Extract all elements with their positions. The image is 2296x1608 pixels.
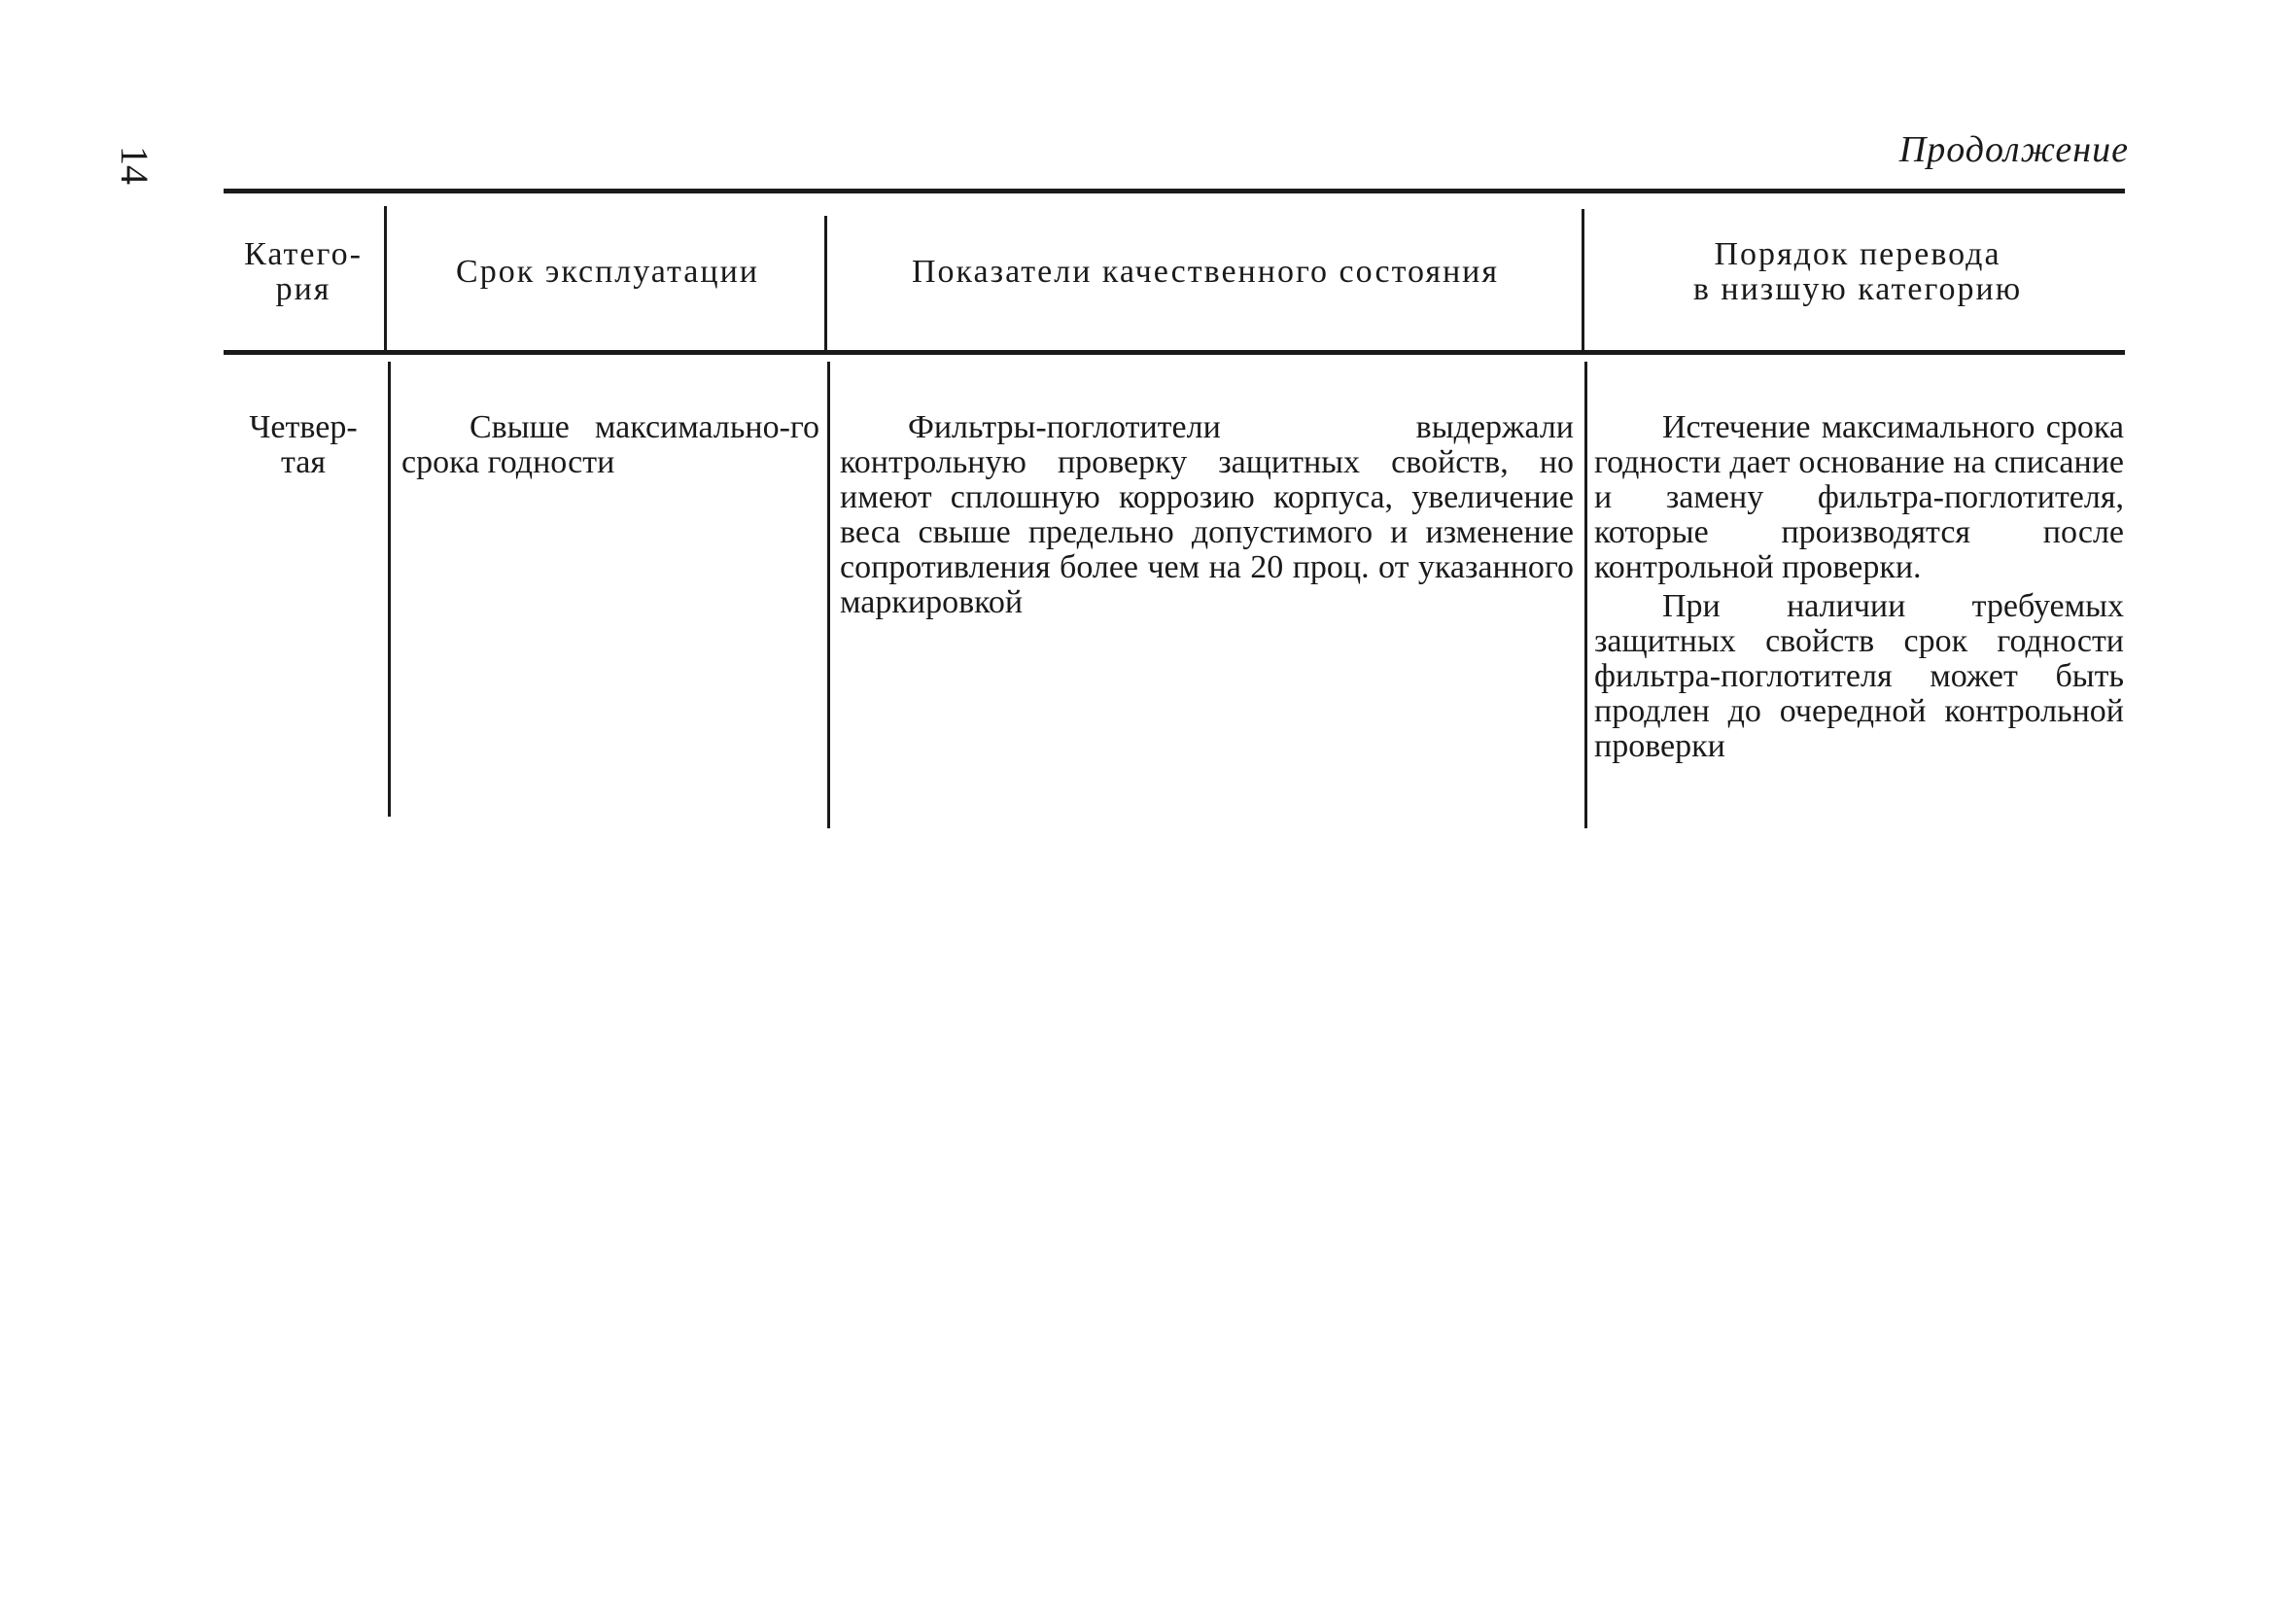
cell-category: Четвер- тая [249,409,358,480]
header-term: Срок эксплуатации [456,254,759,290]
column-divider-2-body [827,362,830,828]
header-procedure: Порядок перевода в низшую категорию [1692,236,2023,307]
procedure-paragraph-1: Истечение максимального срока годности дает основание на списание и замену фильтра-поглотителя, которые производятся после контрольной проверки. [1594,409,2124,585]
term-text: Свыше максимально-го срока годности [401,409,819,480]
header-category: Катего- рия [244,236,363,307]
procedure-paragraph-2: При наличии требуемых защитных свойств срок годности фильтра-поглотителя может быть продлен до очередной контрольной проверки [1594,588,2124,764]
table-top-rule [224,189,2125,193]
column-divider-1-body [388,362,391,817]
continuation-label: Продолжение [1898,129,2129,170]
header-indicators: Показатели качественного состояния [911,254,1499,290]
page-number: 14 [113,146,157,185]
indicators-text: Фильтры-поглотители выдержали контрольную проверку защитных свойств, но имеют сплошную коррозию корпуса, увеличение веса свыше предельно допустимого и изменение сопротивления более чем на 20 проц. от указанного маркировкой [840,409,1574,620]
column-divider-3-body [1584,362,1587,828]
column-divider-2 [824,216,827,350]
column-divider-1 [384,206,387,350]
cell-term [401,410,819,480]
cell-procedure [1594,410,2124,764]
column-divider-3 [1582,209,1584,350]
table-header-rule [224,350,2125,355]
cell-indicators [840,410,1574,620]
